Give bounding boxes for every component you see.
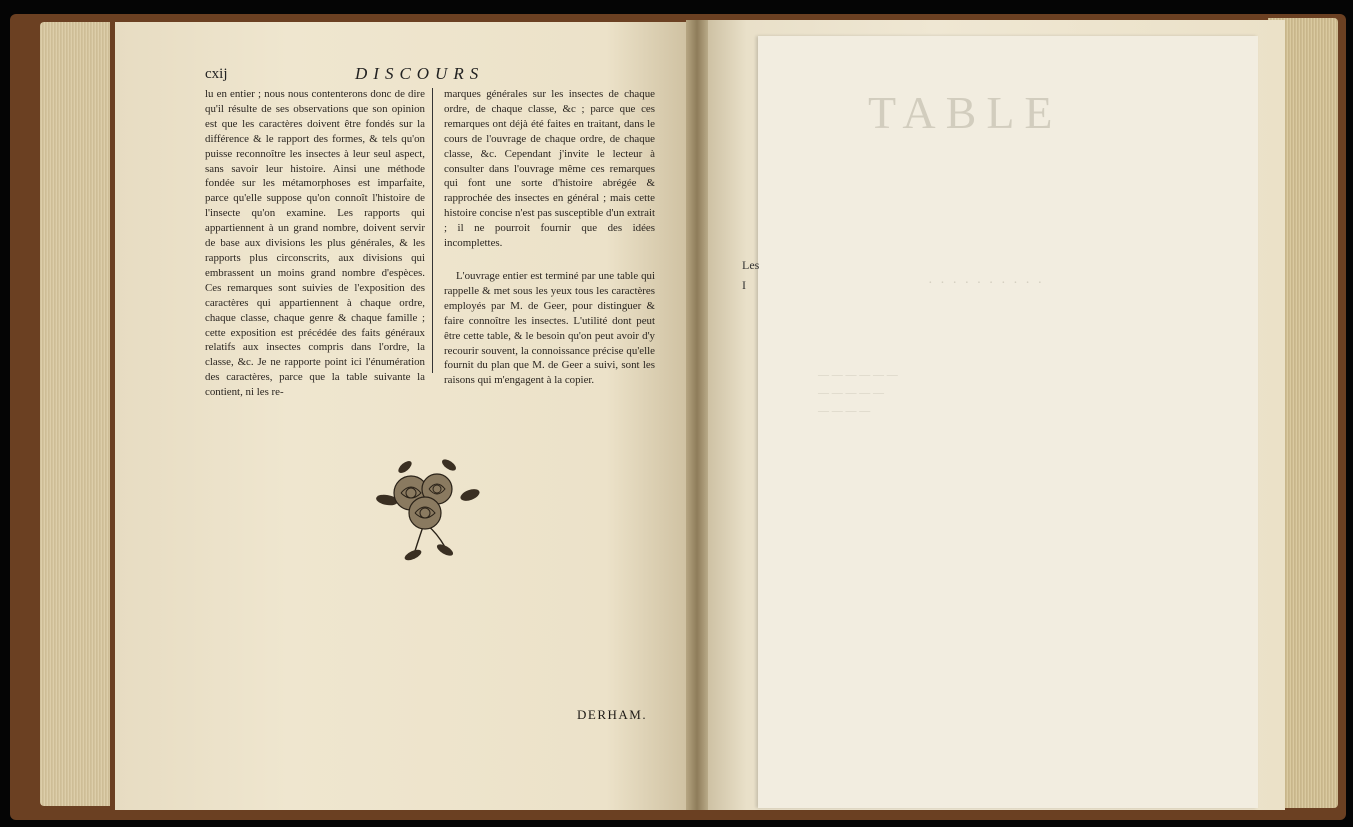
running-title: DISCOURS [355, 64, 485, 83]
show-through-title: TABLE [868, 87, 1063, 138]
text-column-left [205, 87, 425, 400]
book-gutter [686, 20, 708, 810]
strip-marks [742, 255, 759, 295]
signature: DERHAM. [577, 707, 648, 722]
strip-mark-text: I [742, 278, 746, 292]
show-through-text: · · · · · · · · · · [928, 276, 1045, 291]
paragraph: L'ouvrage entier est terminé par une table qui rappelle & met sous les yeux tous les caractères employés par M. de Geer, pour distinguer & faire connoître les insectes. L'utilité dont peut être cette table, & le besoin qu'on peut avoir d'y recourir souvent, la connoissance précise qu'elle fournit du plan que M. de Geer a suivi, sont les raisons qui m'engagent à la copier. [444, 269, 655, 387]
show-through-lines: — — — — — — — — — — — — — — — [818, 369, 898, 417]
column-divider [432, 88, 433, 373]
page-header [205, 64, 650, 86]
page-edges-left [40, 22, 110, 806]
strip-mark-text: Les [742, 258, 760, 272]
floral-ornament-icon [375, 455, 480, 563]
paragraph: lu en entier ; nous nous contenterons donc de dire qu'il résulte de ses observations que son opinion est que les caractères doivent être fondés sur la différence & le rapport des formes, & tels qu'on puisse reconnoître les insectes à leur seul aspect, sans savoir leur histoire. Ainsi une méthode fondée sur les métamorphoses est imparfaite, parce qu'elle suppose qu'on connoît l'histoire de l'insecte qu'on examine. Les rapports qui appartiennent à un grand nombre, doivent servir de base aux divisions les plus générales, & les rapports plus circonscrits, aux divisions qui embrassent un moins grand nombre d'espèces. Ces remarques sont suivies de l'exposition des caractères qui appartiennent à chaque ordre, chaque classe, chaque genre & chaque famille ; cette exposition est précédée des faits généraux relatifs aux insectes compris dans l'ordre, la classe, &c. Je ne rapporte point ici l'énumération des caractères, parce que la table suivante la contient, ni les re- [205, 88, 425, 399]
text-column-right [444, 87, 655, 388]
paragraph: marques générales sur les insectes de chaque ordre, de chaque classe, &c ; parce que ces remarques ont déjà été faites en traitant, dans le cours de l'ouvrage de chaque ordre, de chaque classe, &c. Cependant j'invite le lecteur à consulter dans l'ouvrage même ces remarques qui font une sorte d'histoire abrégée & rapprochée des insectes en général ; mais cette histoire concise n'est pas susceptible d'un extrait ; il ne pourroit fournir que des idées incomplettes. [444, 88, 655, 250]
page-number: cxij [205, 66, 228, 82]
inserted-blank-sheet [758, 36, 1258, 808]
